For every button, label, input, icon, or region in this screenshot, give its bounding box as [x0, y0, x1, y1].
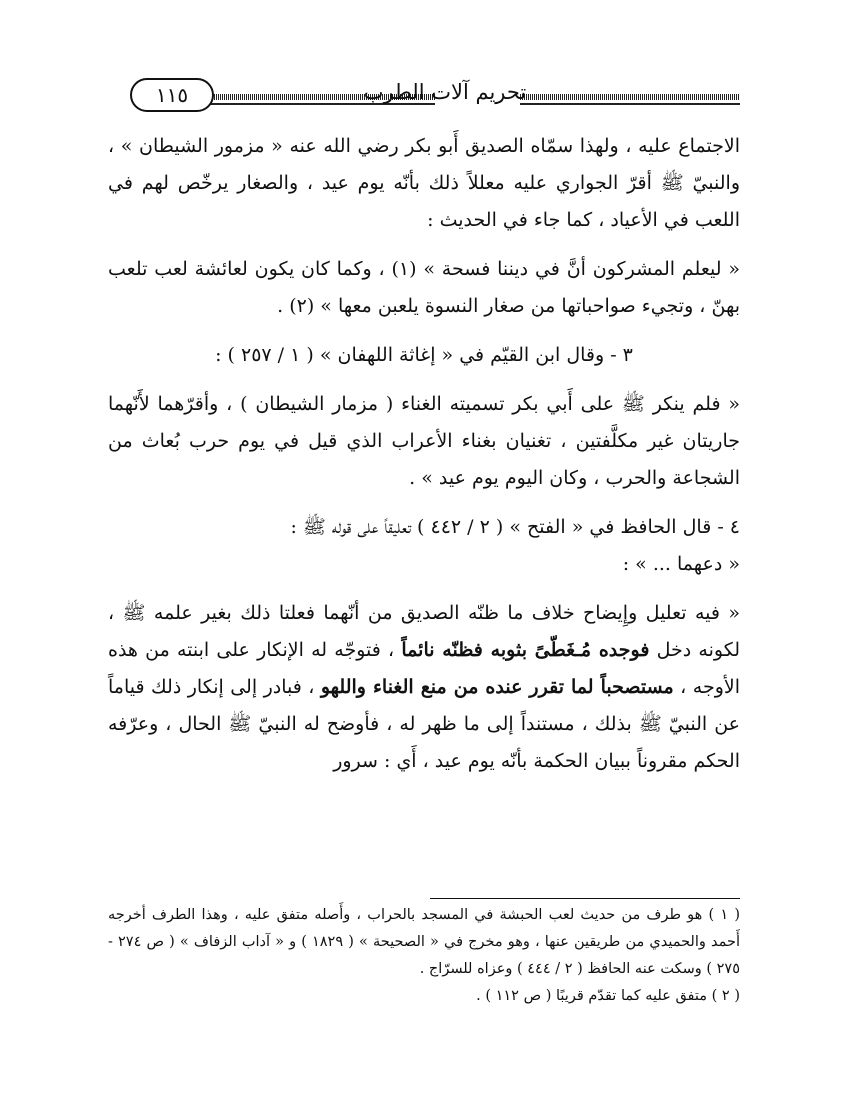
- p7-part-c: ، فتوجّه له الإنكار على ابنته من هذه الأوجه ،: [108, 639, 740, 698]
- paragraph-5-text: ٤ - قال الحافظ في « الفتح » ( ٢ / ٤٤٢ ) تعليقاً على قوله ﷺ :: [290, 516, 740, 538]
- p7-part-e: ، فبادر إلى إنكار ذلك قياماً عن النبيّ ﷺ بذلك ، مستنداً إلى ما ظهر له ، فأوضح له النبيّ ﷺ الحال ، وعرّفه الحكم مقروناً ببيان الحكمة بأنّه يوم عيد ، أَي : سرور: [108, 676, 740, 772]
- footnote-separator: [430, 898, 740, 899]
- page-header: [100, 72, 740, 116]
- footnote-2: ( ٢ ) متفق عليه كما تقدّم قريبًا ( ص ١١٢ ) .: [476, 988, 740, 1004]
- footnotes: [108, 902, 740, 1010]
- paragraph-4: « فلم ينكر ﷺ على أَبي بكر تسميته الغناء ( مزمار الشيطان ) ، وأقرّهما لأَنّهما جاريتان غير مكلَّفتين ، تغنيان بغناء الأعراب الذي قيل في يوم حرب بُعاث من الشجاعة والحرب ، وكان اليوم يوم عيد » .: [108, 393, 740, 489]
- running-title: تحريم آلات الطرب: [363, 80, 527, 104]
- paragraph-3: ٣ - وقال ابن القيّم في « إغاثة اللهفان » ( ١ / ٢٥٧ ) :: [215, 344, 633, 366]
- p7-part-a: « فيه تعليل وإِيضاح خلاف ما ظنّه الصديق من أنّهما فعلتا ذلك بغير علمه ﷺ ، لكونه دخل: [108, 602, 741, 661]
- paragraph-1: الاجتماع عليه ، ولهذا سمّاه الصديق أَبو بكر رضي الله عنه « مزمور الشيطان » ، والنبيّ ﷺ أقرّ الجواري عليه معللاً ذلك بأنّه يوم عيد ، والصغار يرخّص لهم في اللعب في الأعياد ، كما جاء في الحديث :: [108, 135, 740, 231]
- footnote-1: ( ١ ) هو طرف من حديث لعب الحبشة في المسجد بالحراب ، وأَصله متفق عليه ، وهذا الطرف أخرجه أَحمد والحميدي من طريقين عنها ، وهو مخرج في « الصحيحة » ( ١٨٢٩ ) و « آداب الزفاف » ( ص ٢٧٤ - ٢٧٥ ) وسكت عنه الحافظ ( ٢ / ٤٤٤ ) وعزاه للسرّاج .: [108, 907, 740, 977]
- header-rule-right: [520, 94, 740, 106]
- paragraph-6: « دعهما ... » :: [622, 553, 740, 575]
- paragraph-7: [108, 595, 740, 780]
- page-number: ١١٥: [130, 78, 214, 112]
- p7-emphasis-2: مستصحباً لما تقرر عنده من منع الغناء واللهو: [320, 676, 674, 698]
- main-text: [108, 128, 740, 792]
- paragraph-5: [108, 509, 740, 546]
- p7-emphasis-1: فوجده مُـغَطّىً بثوبه فظنّه نائماً: [401, 639, 650, 661]
- paragraph-2: « ليعلم المشركون أنَّ في ديننا فسحة » (١) ، وكما كان يكون لعائشة لعب تلعب بهنّ ، وتجيء صواحباتها من صغار النسوة يلعبن معها » (٢) .: [108, 258, 740, 317]
